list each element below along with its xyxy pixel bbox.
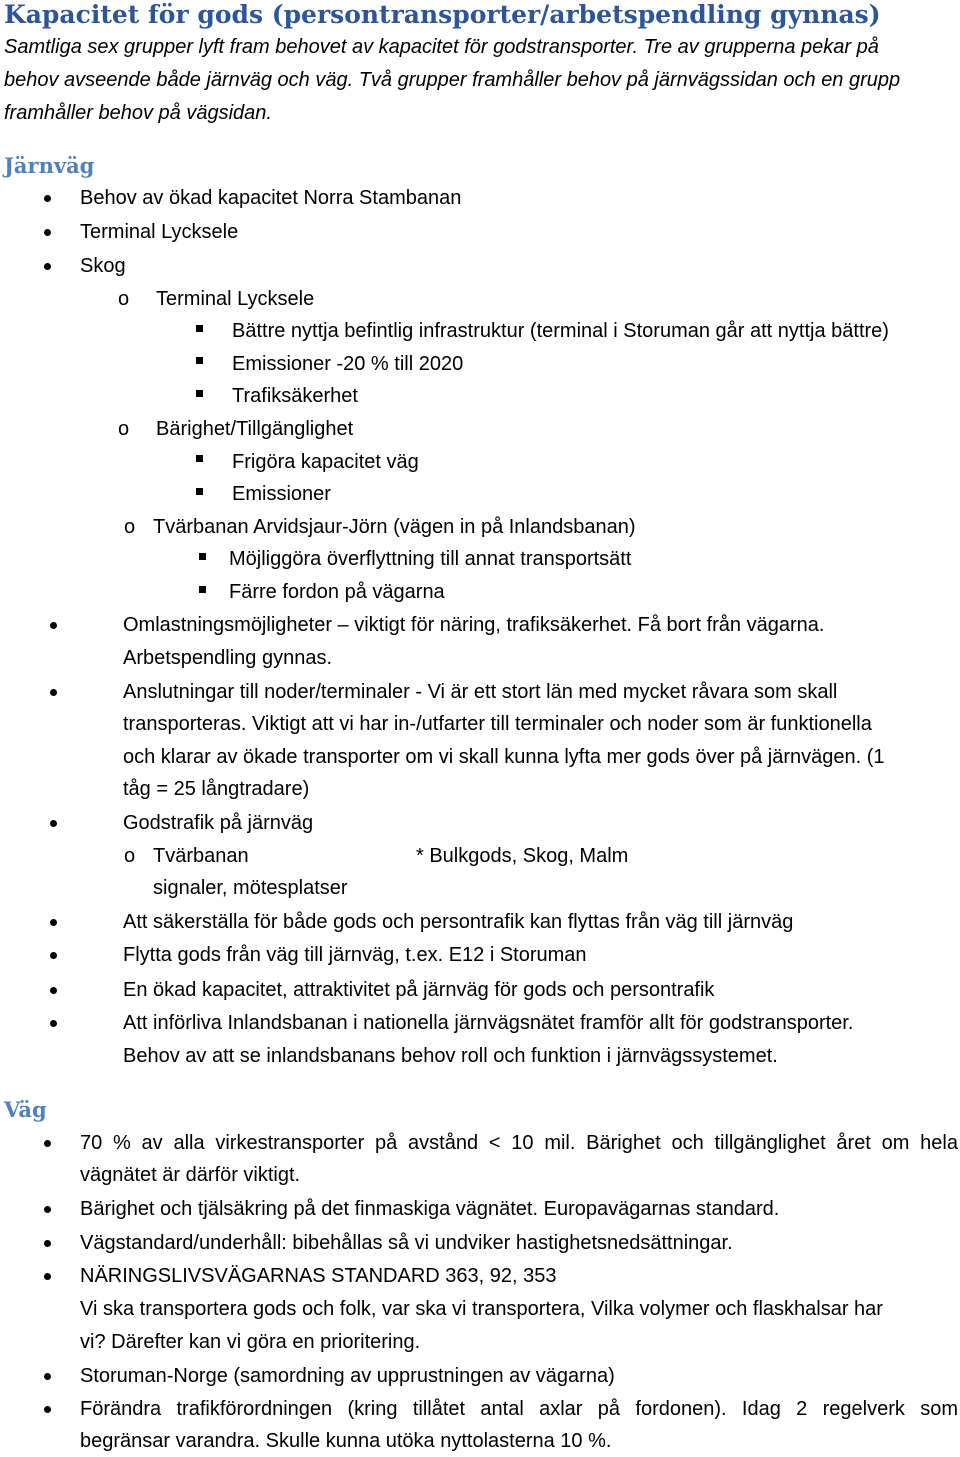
list-item: Vägstandard/underhåll: bibehållas så vi undviker hastighetsnedsättningar. — [80, 1232, 733, 1254]
list-item: Flytta gods från väg till järnväg, t.ex. E12 i Storuman — [123, 944, 587, 966]
circle-bullet-icon: o — [124, 516, 136, 538]
list-item: Färre fordon på vägarna — [229, 581, 445, 603]
list-item-continuation: begränsar varandra. Skulle kunna utöka nyttolasterna 10 %. — [80, 1430, 612, 1452]
intro-line-3: framhåller behov på vägsidan. — [4, 102, 272, 124]
list-item: Terminal Lycksele — [80, 221, 239, 243]
bullet-icon — [44, 1140, 51, 1147]
list-item-continuation: och klarar av ökade transporter om vi skall kunna lyfta mer gods över på järnvägen. (1 — [123, 746, 885, 768]
list-item: Möjliggöra överflyttning till annat transportsätt — [229, 548, 632, 570]
list-item-continuation: signaler, mötesplatser — [153, 877, 348, 899]
list-item: Frigöra kapacitet väg — [232, 451, 419, 473]
bullet-icon — [50, 1020, 57, 1027]
square-bullet-icon — [196, 488, 203, 495]
intro-line-1: Samtliga sex grupper lyft fram behovet av kapacitet för godstransporter. Tre av grupperna pekar på — [4, 36, 879, 58]
page-title: Kapacitet för gods (persontransporter/arbetspendling gynnas) — [4, 0, 881, 29]
list-item: Bärighet/Tillgänglighet — [156, 418, 354, 440]
section-heading-jarnvag: Järnväg — [4, 153, 95, 178]
list-item: Skog — [80, 255, 126, 277]
list-item-continuation: Vi ska transportera gods och folk, var ska vi transportera, Vilka volymer och flaskhalsar har — [80, 1298, 883, 1320]
bullet-icon — [44, 1273, 51, 1280]
list-item: Emissioner — [232, 483, 331, 505]
circle-bullet-icon: o — [124, 845, 136, 867]
bullet-icon — [50, 987, 57, 994]
list-item-continuation: tåg = 25 långtradare) — [123, 778, 310, 800]
list-item: Terminal Lycksele — [156, 288, 315, 310]
list-item: Trafiksäkerhet — [232, 385, 358, 407]
bullet-icon — [44, 1373, 51, 1380]
bullet-icon — [44, 229, 51, 236]
list-item: NÄRINGSLIVSVÄGARNAS STANDARD 363, 92, 353 — [80, 1265, 557, 1287]
section-heading-vag: Väg — [4, 1097, 47, 1122]
list-item: Storuman-Norge (samordning av upprustningen av vägarna) — [80, 1365, 615, 1387]
bullet-icon — [44, 1406, 51, 1413]
list-item: Att införliva Inlandsbanan i nationella järnvägsnätet framför allt för godstransporter. — [123, 1012, 854, 1034]
list-item: Tvärbanan — [153, 845, 249, 867]
list-item: Behov av ökad kapacitet Norra Stambanan — [80, 187, 462, 209]
bullet-icon — [44, 1206, 51, 1213]
list-item: Omlastningsmöjligheter – viktigt för näring, trafiksäkerhet. Få bort från vägarna. — [123, 614, 825, 636]
list-item: Bärighet och tjälsäkring på det finmaskiga vägnätet. Europavägarnas standard. — [80, 1198, 780, 1220]
bullet-icon — [50, 820, 57, 827]
list-item-note: * Bulkgods, Skog, Malm — [416, 845, 629, 867]
list-item: En ökad kapacitet, attraktivitet på järnväg för gods och persontrafik — [123, 979, 715, 1001]
square-bullet-icon — [196, 357, 203, 364]
square-bullet-icon — [196, 390, 203, 397]
bullet-icon — [50, 952, 57, 959]
square-bullet-icon — [199, 553, 206, 560]
list-item-continuation: vi? Därefter kan vi göra en prioritering. — [80, 1331, 421, 1353]
list-item: 70 % av alla virkestransporter på avstånd < 10 mil. Bärighet och tillgänglighet året om hela — [80, 1132, 958, 1154]
list-item: Godstrafik på järnväg — [123, 812, 314, 834]
list-item: Tvärbanan Arvidsjaur-Jörn (vägen in på Inlandsbanan) — [153, 516, 636, 538]
bullet-icon — [50, 689, 57, 696]
list-item-continuation: vägnätet är därför viktigt. — [80, 1164, 301, 1186]
list-item: Bättre nyttja befintlig infrastruktur (terminal i Storuman går att nyttja bättre) — [232, 320, 889, 342]
list-item-continuation: Arbetspendling gynnas. — [123, 647, 333, 669]
bullet-icon — [50, 919, 57, 926]
square-bullet-icon — [196, 325, 203, 332]
list-item-continuation: transporteras. Viktigt att vi har in-/utfarter till terminaler och noder som är funktionella — [123, 713, 872, 735]
bullet-icon — [50, 622, 57, 629]
intro-line-2: behov avseende både järnväg och väg. Två grupper framhåller behov på järnvägssidan och en grupp — [4, 69, 901, 91]
bullet-icon — [44, 263, 51, 270]
bullet-icon — [44, 195, 51, 202]
bullet-icon — [44, 1240, 51, 1247]
list-item-continuation: Behov av att se inlandsbanans behov roll och funktion i järnvägssystemet. — [123, 1045, 778, 1067]
list-item: Emissioner -20 % till 2020 — [232, 353, 464, 375]
circle-bullet-icon: o — [118, 418, 130, 440]
list-item: Förändra trafikförordningen (kring tillåtet antal axlar på fordonen). Idag 2 regelverk som — [80, 1398, 958, 1420]
square-bullet-icon — [199, 586, 206, 593]
list-item: Att säkerställa för både gods och persontrafik kan flyttas från väg till järnväg — [123, 911, 794, 933]
list-item: Anslutningar till noder/terminaler - Vi är ett stort län med mycket råvara som skall — [123, 681, 838, 703]
circle-bullet-icon: o — [118, 288, 130, 310]
square-bullet-icon — [196, 455, 203, 462]
